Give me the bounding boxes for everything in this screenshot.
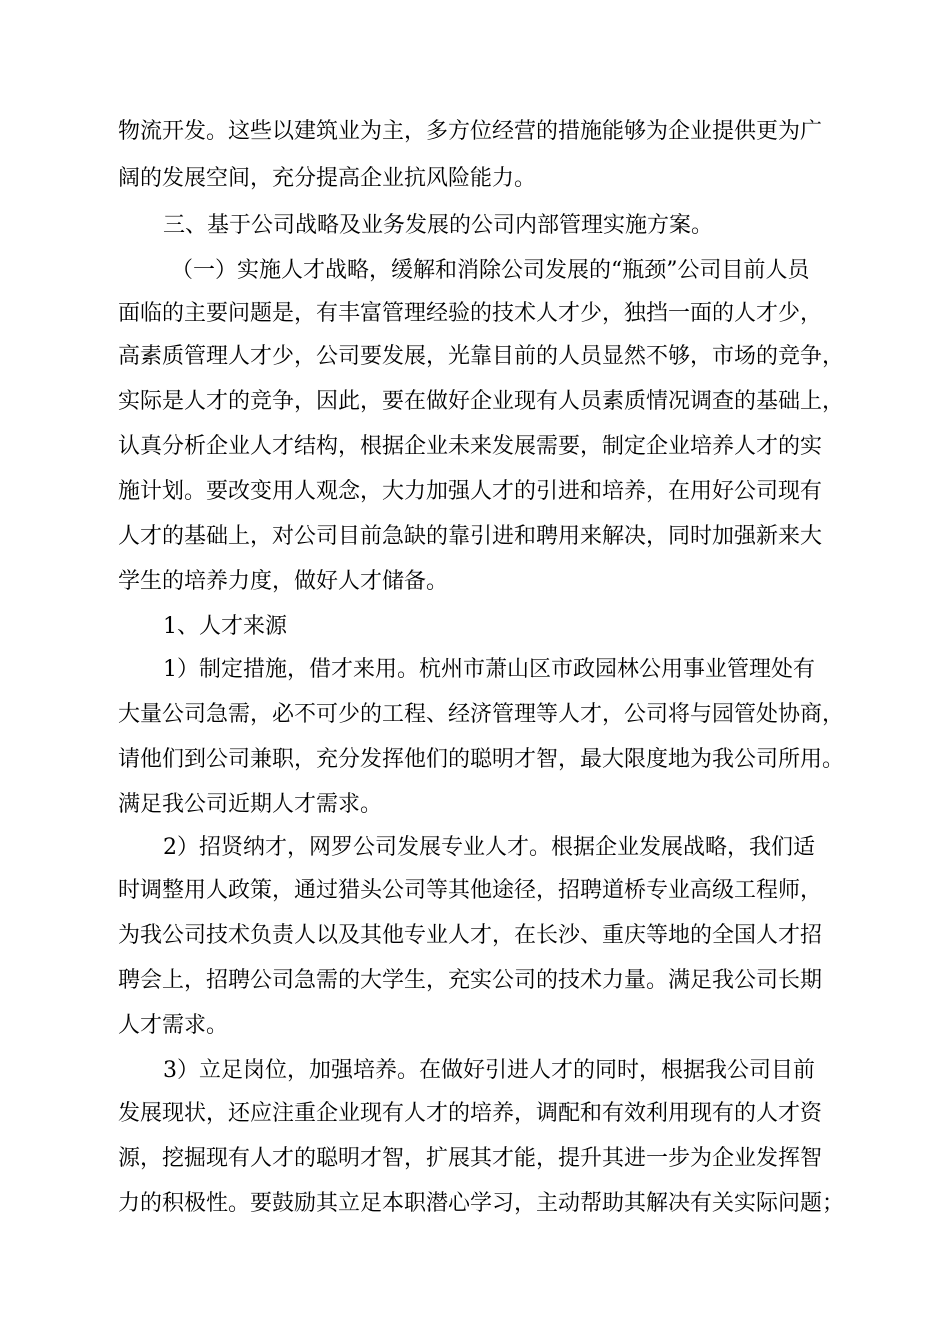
text-line: 面临的主要问题是，有丰富管理经验的技术人才少，独挡一面的人才少，	[118, 301, 823, 326]
list-item: 2）招贤纳才，网罗公司发展专业人才。根据企业发展战略，我们适	[163, 835, 815, 860]
text-line: 满足我公司近期人才需求。	[118, 792, 383, 817]
text-line: 实际是人才的竞争，因此，要在做好企业现有人员素质情况调查的基础上，	[118, 389, 845, 414]
text-line: 时调整用人政策，通过猎头公司等其他途径，招聘道桥专业高级工程师，	[118, 878, 823, 903]
text-line: 请他们到公司兼职，充分发挥他们的聪明才智，最大限度地为我公司所用。	[118, 747, 845, 772]
list-item: 3）立足岗位，加强培养。在做好引进人才的同时，根据我公司目前	[163, 1058, 815, 1083]
subsection-heading: （一）实施人才战略，缓解和消除公司发展的“瓶颈”公司目前人员	[171, 258, 810, 283]
text-line: 发展现状，还应注重企业现有人才的培养，调配和有效利用现有的人才资	[118, 1101, 823, 1126]
text-line: 高素质管理人才少，公司要发展，光靠目前的人员显然不够，市场的竞争，	[118, 344, 845, 369]
text-line: 为我公司技术负责人以及其他专业人才，在长沙、重庆等地的全国人才招	[118, 923, 823, 948]
list-item: 1）制定措施，借才来用。杭州市萧山区市政园林公用事业管理处有	[163, 657, 815, 682]
text-line: 施计划。要改变用人观念，大力加强人才的引进和培养，在用好公司现有	[118, 479, 823, 504]
text-line: 力的积极性。要鼓励其立足本职潜心学习，主动帮助其解决有关实际问题；	[118, 1191, 845, 1216]
text-line: 大量公司急需，必不可少的工程、经济管理等人才，公司将与园管处协商，	[118, 702, 845, 727]
text-line: 学生的培养力度，做好人才储备。	[118, 569, 449, 594]
text-line: 人才的基础上，对公司目前急缺的靠引进和聘用来解决，同时加强新来大	[118, 524, 823, 549]
text-line: 源，挖掘现有人才的聪明才智，扩展其才能，提升其进一步为企业发挥智	[118, 1146, 823, 1171]
text-line: 物流开发。这些以建筑业为主，多方位经营的措施能够为企业提供更为广	[118, 119, 823, 144]
text-line: 阔的发展空间，充分提高企业抗风险能力。	[118, 166, 537, 191]
text-line: 人才需求。	[118, 1013, 229, 1038]
text-line: 聘会上，招聘公司急需的大学生，充实公司的技术力量。满足我公司长期	[118, 968, 823, 993]
text-line: 认真分析企业人才结构，根据企业未来发展需要，制定企业培养人才的实	[118, 434, 823, 459]
list-heading: 1、人才来源	[163, 614, 287, 639]
section-heading: 三、基于公司战略及业务发展的公司内部管理实施方案。	[163, 213, 714, 238]
